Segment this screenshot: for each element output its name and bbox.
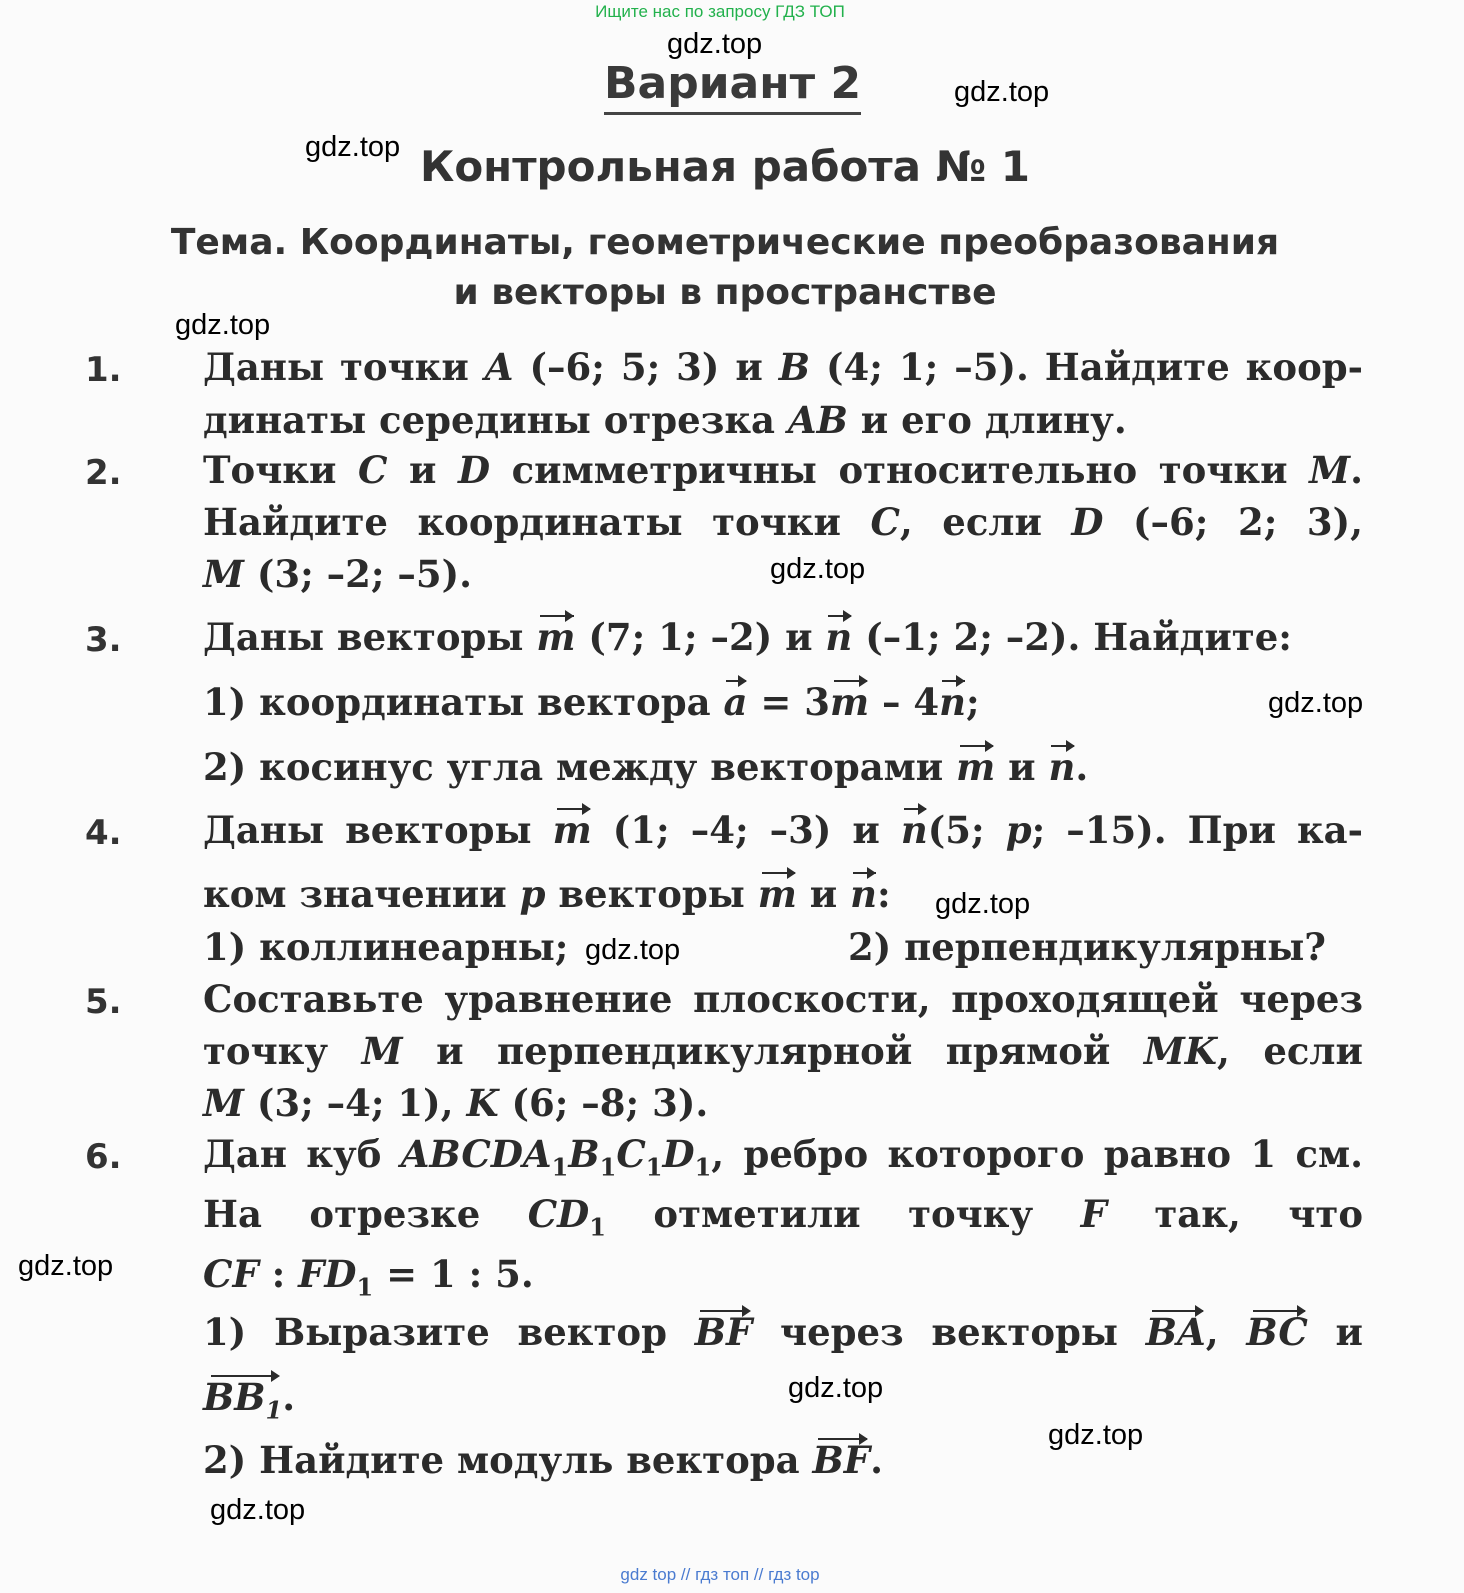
task-6-line-4: 1) Выразите вектор BF через векторы BA, BC и <box>203 1310 1364 1354</box>
vector-m: m <box>829 680 870 724</box>
watermark: gdz.top <box>788 1372 884 1404</box>
topic-line-2: и векторы в пространстве <box>453 272 997 313</box>
watermark: gdz.top <box>305 131 401 163</box>
watermark: gdz.top <box>1268 687 1364 719</box>
task-6-line-1: Дан куб $ABCDA_1B_1C_1D_1$, ребро которого равно 1 см. <box>203 1132 1363 1182</box>
watermark: gdz.top <box>667 28 763 60</box>
task-3-line-2: 1) координаты вектора a = 3m – 4n; <box>203 680 980 724</box>
watermark: gdz.top <box>585 934 681 966</box>
top-banner: Ищите нас по запросу ГДЗ ТОП <box>595 2 845 21</box>
task-2-line-3: M (3; –2; –5). <box>203 552 473 596</box>
task-4-line-3b: 2) перпендикулярны? <box>848 925 1326 969</box>
topic-line-1: Тема. Координаты, геометрические преобразования <box>170 222 1280 263</box>
task-1-number: 1. <box>85 350 122 390</box>
topic <box>0 218 1450 318</box>
task-6-line-2: На отрезке $CD_1$ отметили точку F так, что <box>203 1192 1364 1242</box>
vector-ba: BA <box>1145 1310 1206 1354</box>
vector-a: a <box>723 680 748 724</box>
task-6-line-3: CF : $FD_1 = 1$ : 5. <box>203 1252 534 1302</box>
watermark: gdz.top <box>210 1494 306 1526</box>
vector-bc: BC <box>1246 1310 1308 1354</box>
watermark: gdz.top <box>935 888 1031 920</box>
variant-heading: Вариант 2 <box>604 58 861 115</box>
task-2-line-2: Найдите координаты точки C, если D (–6; 2; 3), <box>203 500 1363 544</box>
task-5-line-1: Составьте уравнение плоскости, проходящей через <box>203 977 1363 1021</box>
task-5-line-3: M (3; –4; 1), K (6; –8; 3). <box>203 1081 709 1125</box>
watermark: gdz.top <box>1048 1419 1144 1451</box>
task-2-line-1: Точки C и D симметричны относительно точки M. <box>203 448 1363 492</box>
task-5-line-2: точку M и перпендикулярной прямой MK, если <box>203 1029 1363 1073</box>
task-1-line-2: динаты середины отрезка AB и его длину. <box>203 398 1127 442</box>
task-4-number: 4. <box>85 813 122 853</box>
task-6-line-5: $BB_1$. <box>203 1375 296 1425</box>
vector-n: n <box>825 615 853 659</box>
vector-n: n <box>850 872 878 916</box>
task-6-line-6: 2) Найдите модуль вектора BF. <box>203 1438 883 1482</box>
task-5-number: 5. <box>85 982 122 1022</box>
task-4-line-2: ком значении p векторы m и n: <box>203 872 891 916</box>
task-1-line-1: Даны точки A (–6; 5; 3) и B (4; 1; –5). Найдите коор- <box>203 345 1363 389</box>
task-4-line-3a: 1) коллинеарны; <box>203 925 569 969</box>
vector-bb1: $BB_1$ <box>203 1375 283 1425</box>
task-3-line-1: Даны векторы m (7; 1; –2) и n (–1; 2; –2). Найдите: <box>203 615 1292 659</box>
task-2-number: 2. <box>85 453 122 493</box>
task-3-line-3: 2) косинус угла между векторами m и n. <box>203 745 1089 789</box>
watermark: gdz.top <box>175 309 271 341</box>
vector-bf: BF <box>812 1438 871 1482</box>
vector-n: n <box>1048 745 1076 789</box>
vector-m: m <box>956 745 996 789</box>
vector-m: m <box>536 615 576 659</box>
work-title: Контрольная работа № 1 <box>419 142 1030 191</box>
task-6-number: 6. <box>85 1137 122 1177</box>
task-4-line-1: Даны векторы m (1; –4; –3) и n(5; p; –15). При ка- <box>203 808 1364 852</box>
vector-n: n <box>939 680 967 724</box>
bottom-banner: gdz top // гдз топ // гдз top <box>620 1565 820 1584</box>
vector-bf: BF <box>694 1310 753 1354</box>
vector-m: m <box>757 872 797 916</box>
watermark: gdz.top <box>770 553 866 585</box>
vector-n: n <box>900 808 928 852</box>
task-3-number: 3. <box>85 620 122 660</box>
vector-m: m <box>552 808 592 852</box>
watermark: gdz.top <box>18 1250 114 1282</box>
watermark: gdz.top <box>954 76 1050 108</box>
